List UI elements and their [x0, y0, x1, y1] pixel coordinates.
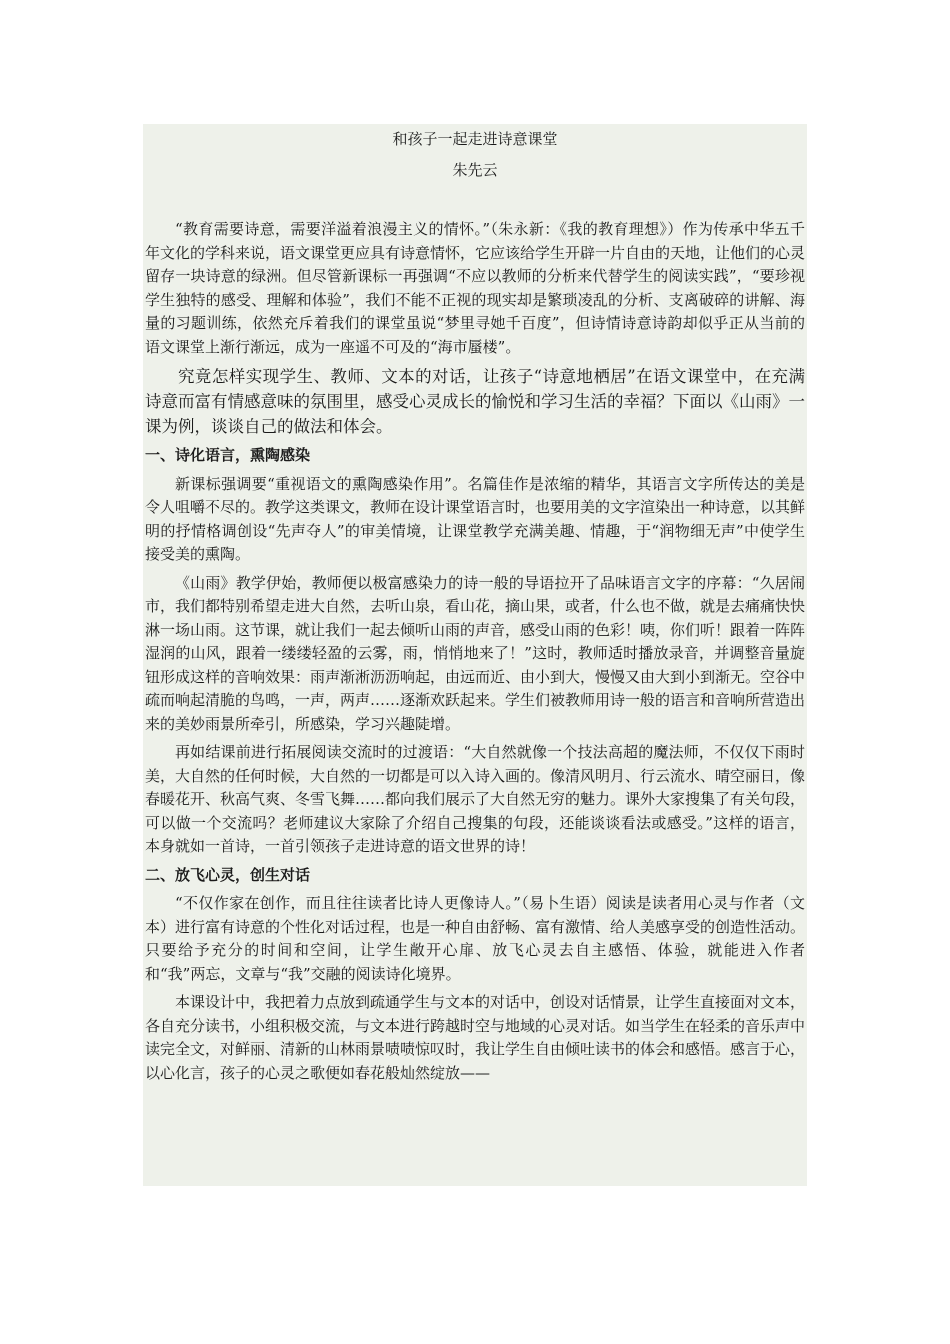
paragraph-section1-c: 再如结课前进行拓展阅读交流时的过渡语：“大自然就像一个技法高超的魔法师，不仅仅下雨时美，大自然的任何时候，大自然的一切都是可以入诗入画的。像清风明月、行云流水、晴空丽日，像春暖花开、秋高气爽、冬雪飞舞……都向我们展示了大自然无穷的魅力。课外大家搜集了有关句段，可以做一个交流吗？老师建议大家除了介绍自己搜集的句段，还能谈谈看法或感受。”这样的语言，本身就如一首诗，一首引领孩子走进诗意的语文世界的诗！ [145, 743, 806, 855]
section-heading-1: 一、诗化语言，熏陶感染 [145, 446, 311, 464]
paragraph-section2-b: 本课设计中，我把着力点放到疏通学生与文本的对话中，创设对话情景，让学生直接面对文本，各自充分读书，小组积极交流，与文本进行跨越时空与地域的心灵对话。如当学生在轻柔的音乐声中读完全文，对鲜丽、清新的山林雨景啧啧惊叹时，我让学生自由倾吐读书的体会和感悟。感言于心，以心化言，孩子的心灵之歌便如春花般灿然绽放—— [145, 993, 806, 1082]
section-heading-2: 二、放飞心灵，创生对话 [145, 865, 311, 884]
document-title: 和孩子一起走进诗意课堂 [392, 130, 558, 148]
paragraph-section1-b: 《山雨》教学伊始，教师便以极富感染力的诗一般的导语拉开了品味语言文字的序幕：“久居闹市，我们都特别希望走进大自然，去听山泉，看山花，摘山果，或者，什么也不做，就是去痛痛快快淋一场山雨。这节课，就让我们一起去倾听山雨的声音，感受山雨的色彩！咦，你们听！跟着一阵阵湿润的山风，跟着一缕缕轻盈的云雾，雨，悄悄地来了！”这时，教师适时播放录音，并调整音量旋钮形成这样的音响效果：雨声渐淅沥沥响起，由远而近、由小到大，慢慢又由大到小到渐无。空谷中疏而响起清脆的鸟鸣，一声，两声……逐渐欢跃起来。学生们被教师用诗一般的语言和音响所营造出来的美妙雨景所牵引，所感染，学习兴趣陡增。 [145, 573, 806, 733]
paragraph-question: 究竟怎样实现学生、教师、文本的对话，让孩子“诗意地栖居”在语文课堂中，在充满诗意而富有情感意味的氛围里，感受心灵成长的愉悦和学习生活的幸福？下面以《山雨》一课为例，谈谈自己的做法和体会。 [145, 367, 805, 436]
paragraph-section2-a: “不仅作家在创作，而且往往读者比诗人更像诗人。”（易卜生语）阅读是读者用心灵与作者（文本）进行富有诗意的个性化对话过程，也是一种自由舒畅、富有激情、给人美感享受的创造性活动。只要给予充分的时间和空间，让学生敞开心扉、放飞心灵去自主感悟、体验，就能进入作者和“我”两忘，文章与“我”交融的阅读诗化境界。 [145, 894, 806, 983]
paragraph-intro: “教育需要诗意，需要洋溢着浪漫主义的情怀。”（朱永新：《我的教育理想》）作为传承中华五千年文化的学科来说，语文课堂更应具有诗意情怀，它应该给学生开辟一片自由的天地，让他们的心灵留存一块诗意的绿洲。但尽管新课标一再强调“不应以教师的分析来代替学生的阅读实践”，“要珍视学生独特的感受、理解和体验”，我们不能不正视的现实却是繁琐凌乱的分析、支离破碎的讲解、海量的习题训练，依然充斥着我们的课堂虽说“梦里寻她千百度”，但诗情诗意诗韵却似乎正从当前的语文课堂上渐行渐远，成为一座遥不可及的“海市蜃楼”。 [145, 220, 806, 356]
document-page [143, 124, 807, 1186]
spacer [145, 181, 805, 218]
paragraph-section1-a: 新课标强调要“重视语文的熏陶感染作用”。名篇佳作是浓缩的精华，其语言文字所传达的美是令人咀嚼不尽的。教学这类课文，教师在设计课堂语言时，也要用美的文字渲染出一种诗意，以其鲜明的抒情格调创设“先声夺人”的审美情境，让课堂教学充满美趣、情趣，于“润物细无声”中使学生接受美的熏陶。 [145, 474, 806, 563]
document-author: 朱先云 [452, 161, 498, 179]
